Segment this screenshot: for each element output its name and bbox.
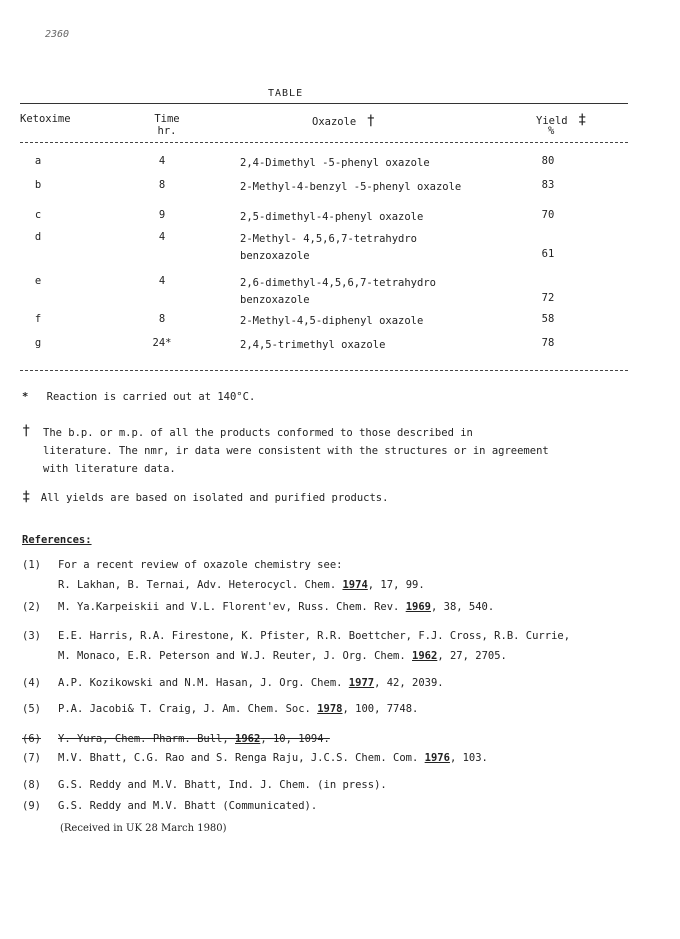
reference-number: (5): [22, 703, 41, 715]
reference-line: [58, 650, 507, 662]
reference-text: M. Monaco, E.R. Peterson and W.J. Reuter, J. Org. Chem.: [58, 650, 413, 662]
reference-text: , 103.: [449, 752, 488, 764]
header-yield: Yield ‡ %: [536, 112, 587, 137]
reference-text: , 10, 1094.: [260, 733, 330, 745]
table-header-rule: [20, 142, 628, 143]
page-number: 2360: [45, 29, 70, 40]
oxazole-line: benzoxazole: [240, 250, 310, 262]
reference-line: [58, 733, 330, 745]
cell-yield: 58: [541, 313, 555, 325]
cell-oxazole: [240, 313, 423, 330]
reference-line: [58, 630, 570, 642]
oxazole-line: 2,5-dimethyl-4-phenyl oxazole: [240, 211, 424, 223]
cell-ketoxime: b: [34, 179, 42, 191]
cell-ketoxime: e: [34, 275, 42, 287]
footnote-star: * Reaction is carried out at 140°C.: [22, 391, 256, 403]
header-ketoxime: Ketoxime: [20, 113, 71, 125]
cell-time: 4: [158, 275, 166, 287]
cell-yield: 72: [541, 292, 555, 304]
reference-text: For a recent review of oxazole chemistry see:: [58, 559, 343, 571]
reference-line: [58, 677, 444, 689]
received-note: (Received in UK 28 March 1980): [60, 823, 227, 834]
references-heading: References:: [22, 534, 92, 546]
reference-text: G.S. Reddy and M.V. Bhatt, Ind. J. Chem. (in press).: [58, 779, 387, 791]
reference-text: R. Lakhan, B. Ternai, Adv. Heterocycl. Chem.: [58, 579, 343, 591]
reference-year: 1974: [342, 579, 368, 591]
cell-oxazole: [240, 209, 423, 226]
cell-oxazole: [240, 179, 461, 196]
cell-oxazole: [240, 155, 430, 172]
cell-time: 4: [158, 231, 166, 243]
reference-text: G.S. Reddy and M.V. Bhatt (Communicated).: [58, 800, 318, 812]
reference-year: 1977: [348, 677, 375, 689]
reference-line: [58, 601, 494, 613]
reference-year: 1969: [405, 601, 431, 613]
reference-text: , 17, 99.: [367, 579, 425, 591]
reference-line: [58, 752, 488, 764]
reference-number: (2): [22, 601, 41, 613]
cell-yield: 83: [541, 179, 555, 191]
header-oxazole: Oxazole †: [312, 113, 376, 129]
oxazole-line: benzoxazole: [240, 294, 310, 306]
reference-line: [58, 559, 342, 571]
reference-year: 1978: [317, 703, 343, 715]
footnote-dagger: †: [22, 423, 31, 439]
reference-number: (8): [22, 779, 41, 791]
oxazole-line: 2,4-Dimethyl -5-phenyl oxazole: [240, 157, 430, 169]
reference-text: P.A. Jacobi& T. Craig, J. Am. Chem. Soc.: [58, 703, 318, 715]
reference-line: [58, 579, 425, 591]
reference-number: (6): [22, 733, 41, 745]
footnote-double-dagger: ‡ All yields are based on isolated and purified products.: [22, 489, 389, 505]
cell-ketoxime: d: [34, 231, 42, 243]
table-top-rule: [20, 103, 628, 104]
cell-yield: 61: [541, 248, 555, 260]
footnote-dagger-text: The b.p. or m.p. of all the products conformed to those described in literature. The nmr, ir data were consistent with the structures or in agreement with literature data.: [43, 427, 549, 475]
oxazole-line: 2,6-dimethyl-4,5,6,7-tetrahydro: [240, 277, 436, 289]
oxazole-line: 2-Methyl- 4,5,6,7-tetrahydro: [240, 233, 418, 245]
oxazole-line: 2-Methyl-4-benzyl -5-phenyl oxazole: [240, 181, 462, 193]
cell-ketoxime: a: [34, 155, 42, 167]
reference-number: (3): [22, 630, 41, 642]
reference-text: , 100, 7748.: [342, 703, 419, 715]
reference-line: [58, 800, 317, 812]
reference-number: (4): [22, 677, 41, 689]
reference-line: [58, 779, 387, 791]
reference-year: 1962: [235, 733, 261, 745]
cell-oxazole: [240, 275, 436, 309]
oxazole-line: 2-Methyl-4,5-diphenyl oxazole: [240, 315, 424, 327]
reference-text: , 27, 2705.: [437, 650, 507, 662]
reference-number: (9): [22, 800, 41, 812]
cell-oxazole: [240, 337, 385, 354]
reference-text: , 42, 2039.: [374, 677, 444, 689]
cell-time: 9: [158, 209, 166, 221]
double-dagger-mark: ‡: [577, 112, 587, 128]
reference-year: 1962: [412, 650, 438, 662]
reference-line: [58, 703, 418, 715]
cell-yield: 70: [541, 209, 555, 221]
cell-ketoxime: c: [34, 209, 42, 221]
cell-ketoxime: g: [34, 337, 42, 349]
cell-oxazole: [240, 231, 417, 265]
reference-year: 1976: [424, 752, 450, 764]
reference-number: (7): [22, 752, 41, 764]
header-time: Time hr.: [154, 113, 180, 137]
reference-number: (1): [22, 559, 41, 571]
cell-yield: 78: [541, 337, 555, 349]
cell-time: 8: [158, 313, 166, 325]
cell-time: 24*: [152, 337, 172, 349]
table-bottom-rule: [20, 370, 628, 371]
table-title: TABLE: [268, 88, 304, 99]
reference-text: M. Ya.Karpeiskii and V.L. Florent'ev, Russ. Chem. Rev.: [58, 601, 406, 613]
cell-time: 8: [158, 179, 166, 191]
reference-text: , 38, 540.: [430, 601, 495, 613]
cell-ketoxime: f: [34, 313, 42, 325]
reference-text: M.V. Bhatt, C.G. Rao and S. Renga Raju, J.C.S. Chem. Com.: [58, 752, 425, 764]
cell-yield: 80: [541, 155, 555, 167]
cell-time: 4: [158, 155, 166, 167]
reference-text: A.P. Kozikowski and N.M. Hasan, J. Org. Chem.: [58, 677, 349, 689]
dagger-mark: †: [366, 113, 376, 129]
reference-text: E.E. Harris, R.A. Firestone, K. Pfister, R.R. Boettcher, F.J. Cross, R.B. Currie,: [58, 630, 571, 642]
oxazole-line: 2,4,5-trimethyl oxazole: [240, 339, 386, 351]
reference-text: Y. Yura, Chem. Pharm. Bull,: [58, 733, 236, 745]
